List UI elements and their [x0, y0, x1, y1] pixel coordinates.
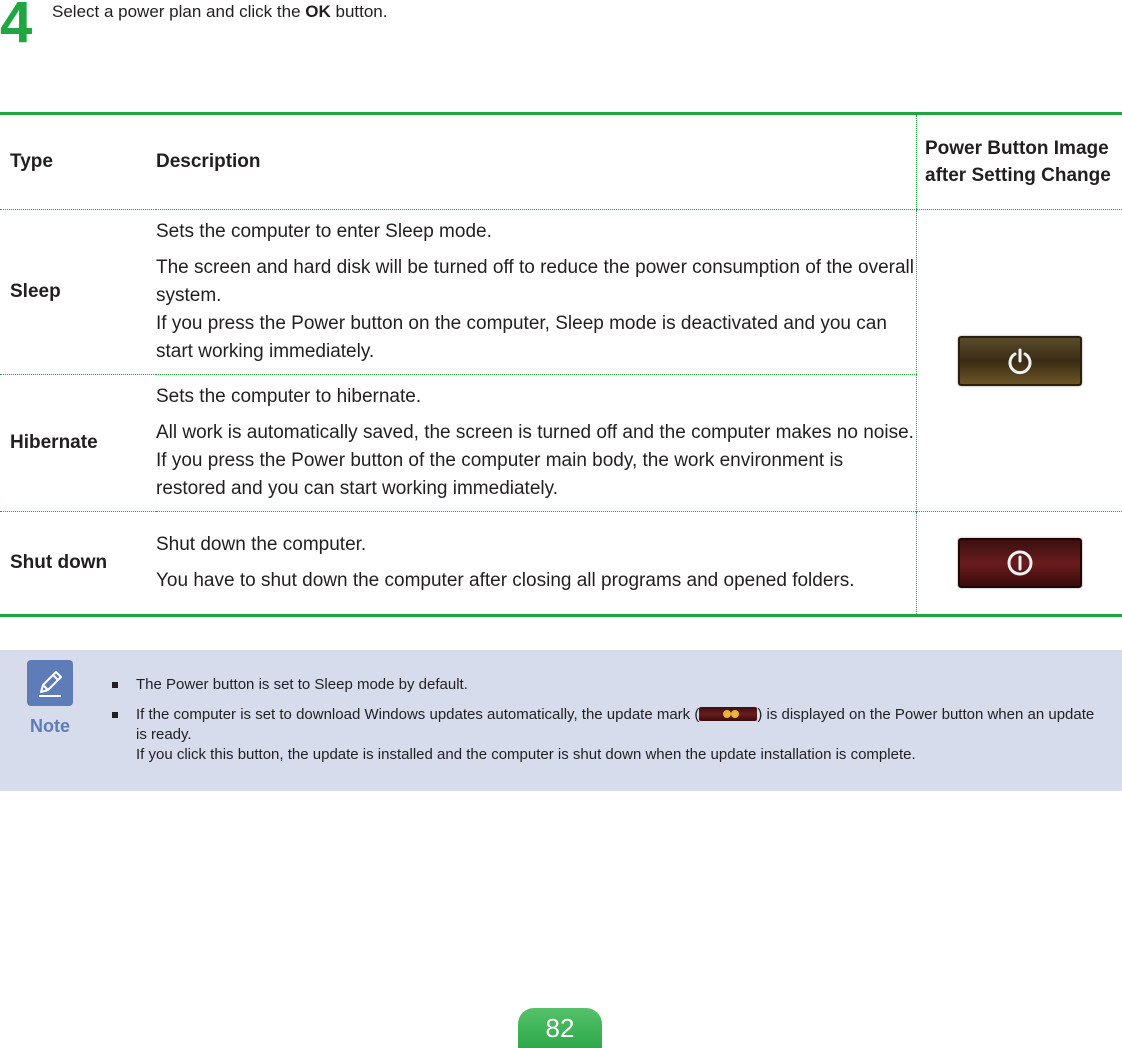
step-text-before: Select a power plan and click the	[52, 2, 306, 21]
description-line: You have to shut down the computer after closing all programs and opened folders.	[156, 570, 855, 591]
note-item-text: If you click this button, the update is installed and the computer is shut down when the update installation is complete.	[136, 746, 916, 763]
type-sleep: Sleep	[0, 210, 156, 375]
note-item	[112, 675, 1102, 695]
note-item-text: ) is displayed on the Power button when an update is ready.	[136, 706, 1095, 743]
description-line: If you press the Power button on the computer, Sleep mode is deactivated and you can start working immediately.	[156, 313, 887, 362]
square-bullet-icon	[112, 682, 118, 688]
step-text	[52, 2, 387, 22]
description-line: Sets the computer to hibernate.	[156, 386, 422, 407]
description-hibernate	[156, 375, 917, 512]
header-type: Type	[0, 114, 156, 210]
note-box	[0, 650, 1122, 791]
note-item-text: The Power button is set to Sleep mode by default.	[136, 676, 468, 693]
note-list	[112, 675, 1102, 775]
note-item-text: If the computer is set to download Windows updates automatically, the update mark (	[136, 706, 700, 723]
type-hibernate: Hibernate	[0, 375, 156, 512]
description-line: Sets the computer to enter Sleep mode.	[156, 221, 492, 242]
note-item	[112, 705, 1102, 765]
page-number: 82	[545, 1013, 575, 1043]
step-text-bold: OK	[305, 2, 331, 21]
table-row-sleep	[0, 210, 1122, 375]
header-image: Power Button Image after Setting Change	[917, 114, 1122, 210]
power-plan-table	[0, 112, 1122, 617]
note-label: Note	[30, 716, 70, 736]
table-row-shutdown	[0, 512, 1122, 616]
description-line: Shut down the computer.	[156, 534, 367, 555]
header-description: Description	[156, 114, 917, 210]
page-number-tab	[518, 1008, 602, 1048]
image-shutdown	[917, 512, 1122, 616]
table-header-row	[0, 114, 1122, 210]
pencil-icon	[27, 660, 73, 706]
power-button-sleep-icon	[958, 336, 1082, 386]
update-mark-icon	[699, 707, 757, 721]
step-text-after: button.	[330, 2, 388, 21]
image-sleep-hibernate	[917, 210, 1122, 512]
note-icon-group	[27, 660, 73, 737]
power-button-shutdown-icon	[958, 538, 1082, 588]
description-line: All work is automatically saved, the screen is turned off and the computer makes no noise. If you press the Power button of the computer main body, the work environment is restored and you can start working immediately.	[156, 422, 914, 499]
step-number: 4	[0, 0, 33, 55]
description-sleep	[156, 210, 917, 375]
description-shutdown	[156, 512, 917, 616]
square-bullet-icon	[112, 712, 118, 718]
description-line: The screen and hard disk will be turned off to reduce the power consumption of the overall system.	[156, 257, 914, 306]
type-shutdown: Shut down	[10, 552, 108, 573]
